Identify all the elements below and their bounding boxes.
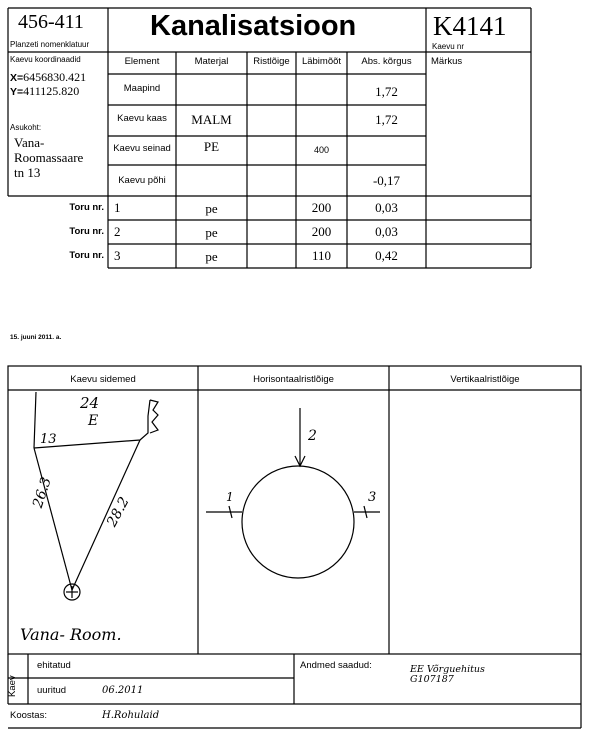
document-date: 15. juuni 2011. a. <box>10 334 62 341</box>
pipe-material: pe <box>205 225 218 240</box>
nomenclature-number: 456-411 <box>18 11 84 33</box>
data-source-label: Andmed saadud: <box>300 660 372 671</box>
footer-side-label: Kaev <box>7 675 18 697</box>
y-coordinate: Y=411125.820 <box>10 84 80 98</box>
pipe-abs: 0,03 <box>375 200 398 215</box>
row-diameter: 400 <box>313 145 330 155</box>
pipe-label: Toru nr. <box>69 202 104 213</box>
pipe-material: pe <box>205 201 218 216</box>
sketch-label-28-2: 28.2 <box>104 494 133 530</box>
author-value: H.Rohulaid <box>102 710 160 721</box>
pipe-diameter: 200 <box>311 224 332 239</box>
row-material: MALM <box>191 112 232 127</box>
pipe-1-label: 1 <box>226 490 234 504</box>
pipe-label: Toru nr. <box>69 226 104 237</box>
pipe-nr: 1 <box>114 200 121 215</box>
location-label: Asukoht: <box>10 123 42 132</box>
section-ties-title: Kaevu sidemed <box>70 374 136 385</box>
pipe-nr: 2 <box>114 224 121 239</box>
x-coordinate: X=6456830.421 <box>10 70 87 84</box>
nomenclature-label: Planzeti nomenklatuur <box>10 40 90 49</box>
row-element: Kaevu seinad <box>113 143 171 154</box>
row-abs: 1,72 <box>375 112 398 127</box>
row-element: Maapind <box>123 83 161 94</box>
col-element: Element <box>124 56 160 67</box>
coords-label: Kaevu koordinaadid <box>10 55 81 64</box>
pipe-label: Toru nr. <box>69 250 104 261</box>
sketch-label-13: 13 <box>40 432 57 447</box>
col-abs-height: Abs. kõrgus <box>361 56 412 67</box>
sketch-street-label: Vana- Room. <box>20 625 122 644</box>
row-abs: 1,72 <box>375 84 398 99</box>
pipe-3-label: 3 <box>368 490 377 505</box>
col-material: Materjal <box>194 56 229 67</box>
well-number: K4141 <box>433 11 507 41</box>
data-source-value: EE Võrguehitus G107187 <box>410 664 485 685</box>
sketch-label-26-3: 26.3 <box>30 475 55 510</box>
pipe-2-label: 2 <box>308 428 317 444</box>
col-remarks: Märkus <box>431 56 463 67</box>
row-material: PE <box>203 139 220 154</box>
built-label: ehitatud <box>37 660 71 671</box>
surveyed-label: uuritud <box>37 685 67 696</box>
row-element: Kaevu kaas <box>117 113 167 124</box>
section-vertical-title: Vertikaalristlõige <box>450 374 520 385</box>
row-abs: -0,17 <box>372 173 401 188</box>
col-diameter: Läbimõõt <box>301 56 342 67</box>
sketch-label-e: E <box>88 413 99 429</box>
well-number-label: Kaevu nr <box>432 42 465 51</box>
pipe-abs: 0,03 <box>375 224 398 239</box>
pipe-diameter: 110 <box>311 248 332 263</box>
location-value: Vana- Roomassaare tn 13 <box>14 135 84 180</box>
page-title: Kanalisatsioon <box>150 10 357 42</box>
pipe-material: pe <box>205 249 218 264</box>
section-horizontal-title: Horisontaalristlõige <box>253 374 334 385</box>
surveyed-value: 06.2011 <box>102 685 144 696</box>
sketch-label-24: 24 <box>80 394 100 412</box>
author-label: Koostas: <box>10 710 47 721</box>
pipe-nr: 3 <box>114 248 121 263</box>
row-element: Kaevu põhi <box>118 175 166 186</box>
col-cross-section: Ristlõige <box>253 56 290 67</box>
pipe-abs: 0,42 <box>375 248 398 263</box>
pipe-diameter: 200 <box>311 200 332 215</box>
